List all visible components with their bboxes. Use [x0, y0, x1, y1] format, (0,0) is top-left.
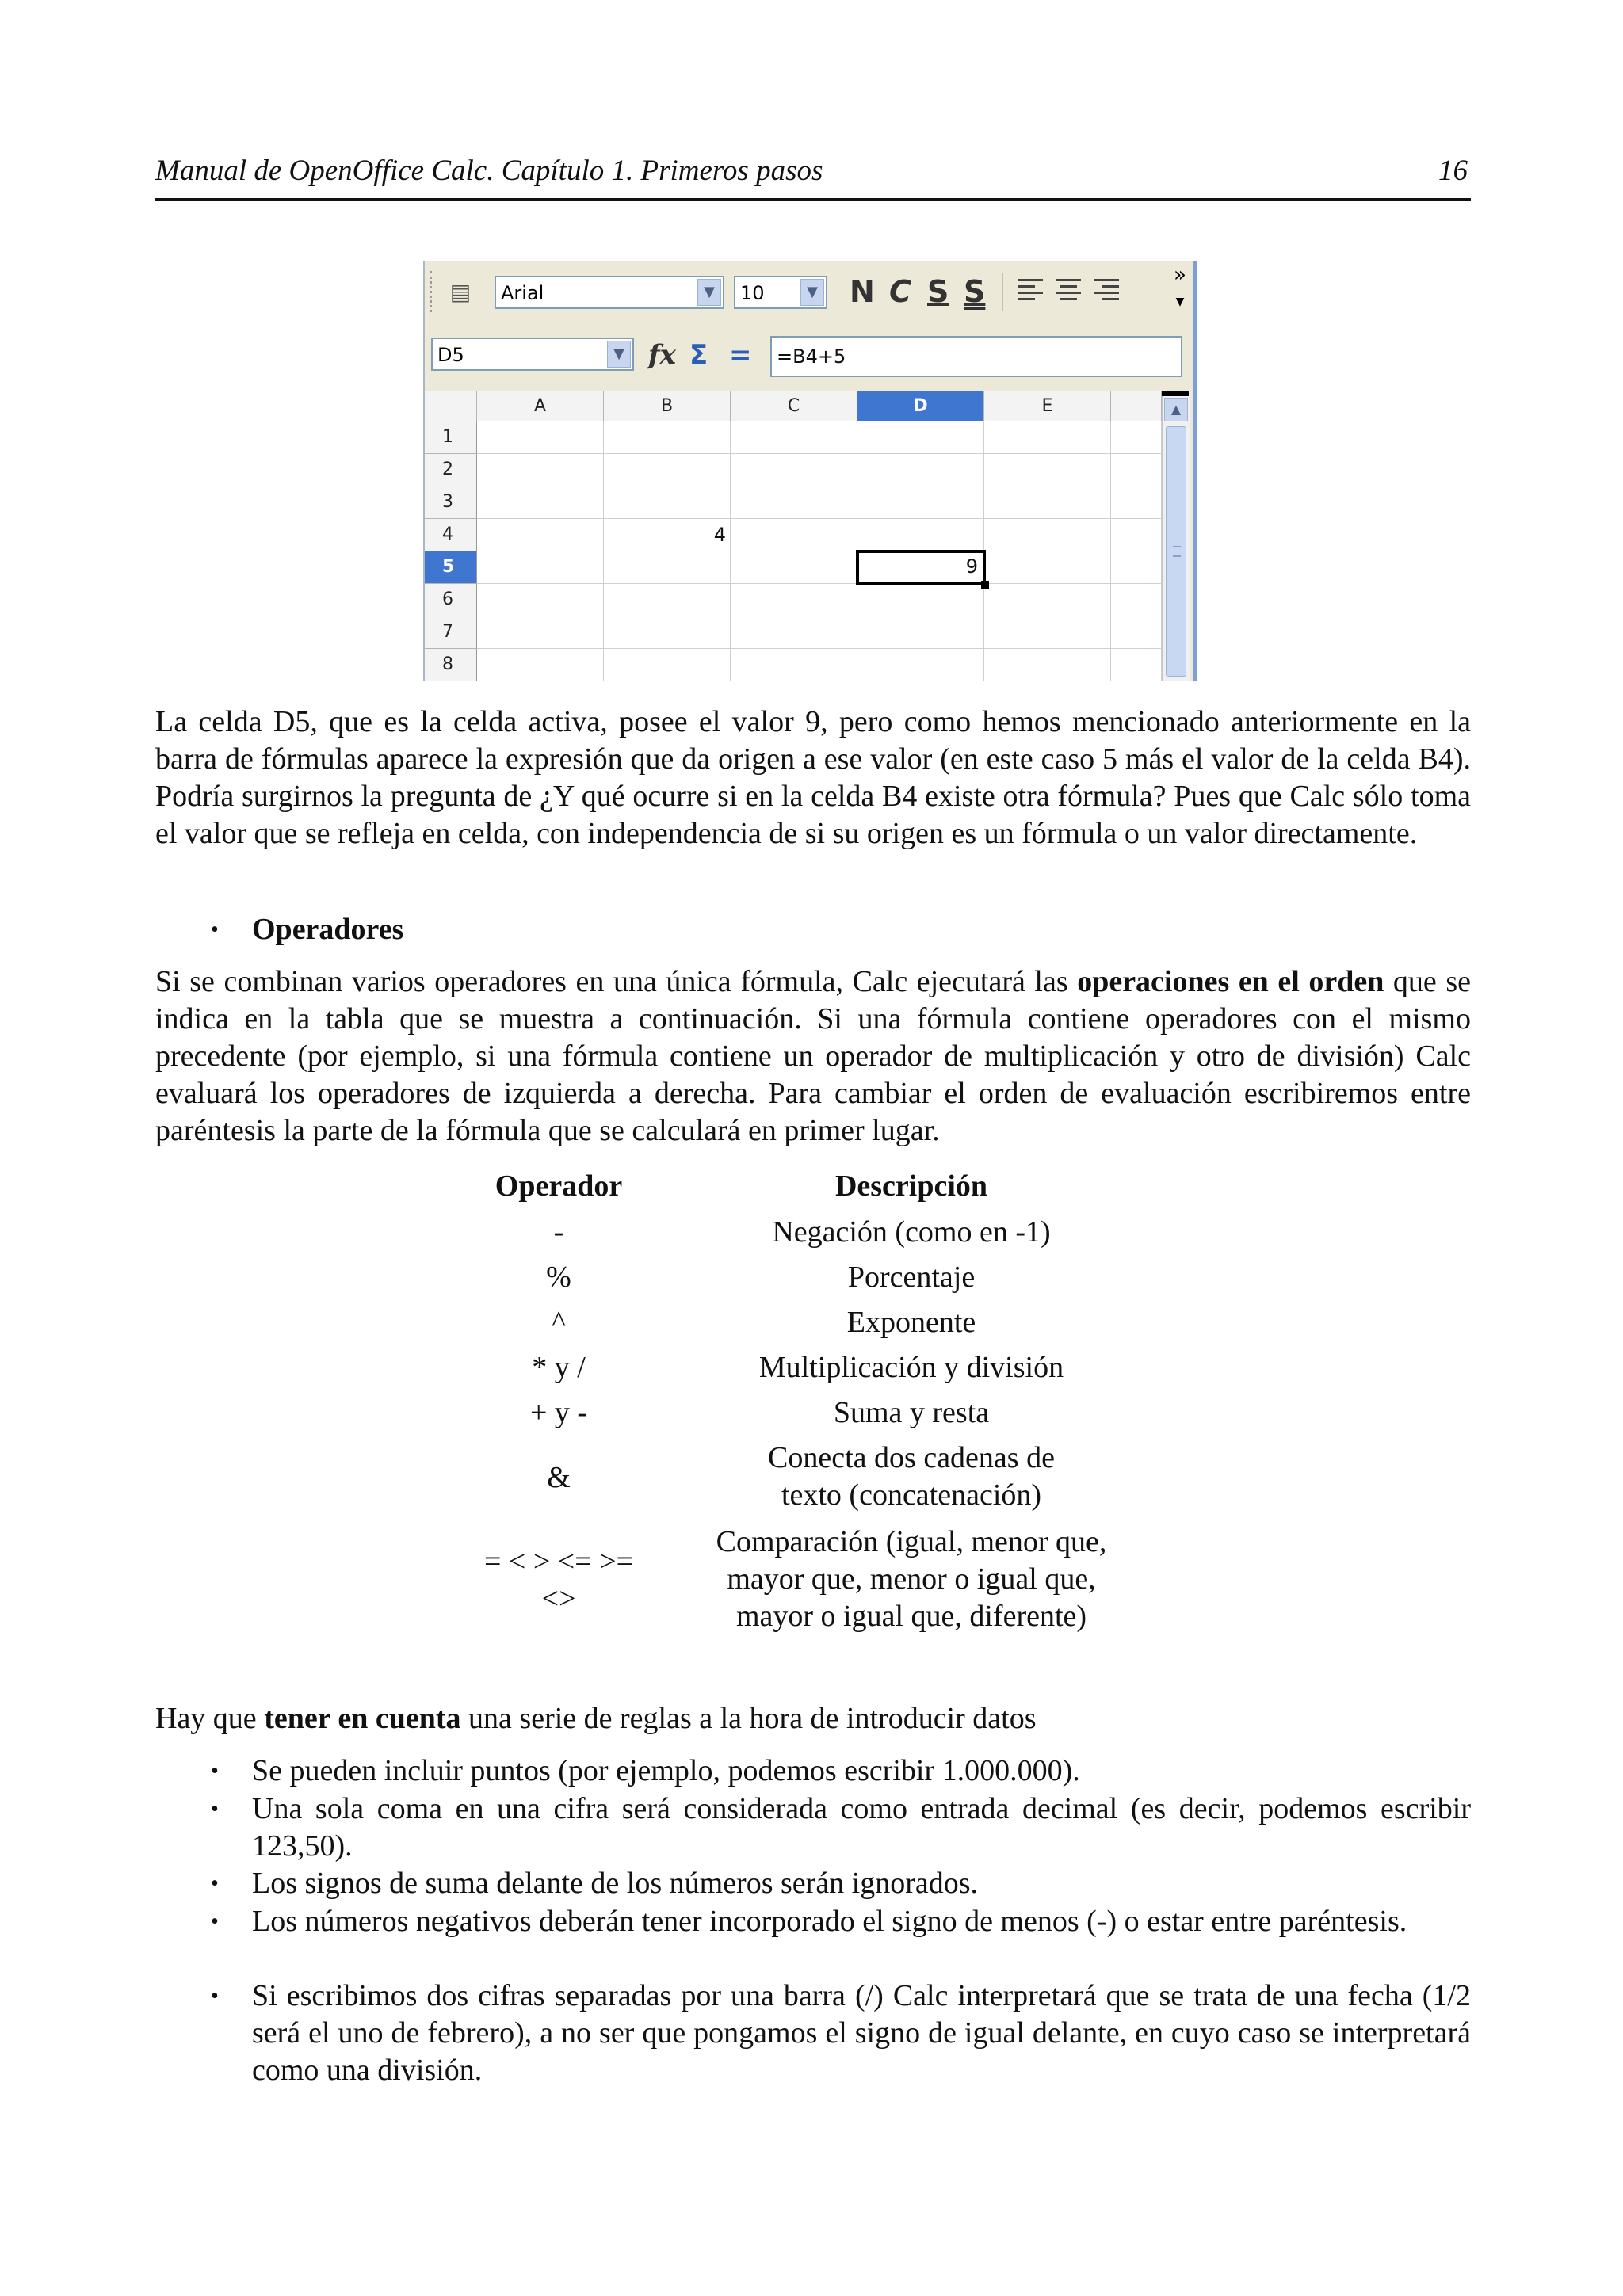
table-row: [460, 1259, 1141, 1304]
grid-cell[interactable]: [1111, 486, 1162, 519]
grid-cell[interactable]: [604, 421, 731, 454]
bullet-icon: •: [211, 1759, 219, 1783]
grid-cell[interactable]: [984, 584, 1111, 616]
table-header-description: Descripción: [834, 1169, 988, 1203]
description-cell: Multiplicación y división: [758, 1351, 1064, 1384]
align-center-icon[interactable]: [1056, 279, 1081, 303]
operator-cell: + y -: [529, 1396, 588, 1429]
more-glyph: »: [1174, 263, 1186, 287]
table-row: [460, 1214, 1141, 1259]
grid-cell[interactable]: [477, 454, 604, 486]
list-item-text: Se pueden incluir puntos (por ejemplo, podemos escribir 1.000.000).: [252, 1754, 1080, 1787]
description-cell: Suma y resta: [833, 1396, 990, 1429]
bullet-icon: •: [211, 1871, 219, 1896]
grid-cell[interactable]: [731, 616, 857, 649]
align-right-icon[interactable]: [1094, 279, 1119, 303]
row-header-1[interactable]: 1: [425, 421, 477, 454]
header-title: Manual de OpenOffice Calc. Capítulo 1. Primeros pasos: [155, 154, 823, 187]
grid-cell[interactable]: [477, 584, 604, 616]
running-header: [155, 151, 1471, 201]
paragraph-1-text: La celda D5, que es la celda activa, posee el valor 9, pero como hemos mencionado anteriormente en la barra de fórmulas aparece la expresión que da origen a ese valor (en este caso 5 más el valor de la celda B4). Podría surgirnos la pregunta de ¿Y qué ocurre si en la celda B4 existe otra fórmula? Pues que Calc sólo toma el valor que se refleja en celda, con independencia de si su origen es un fórmula o un valor directamente.: [155, 705, 1471, 850]
row-header-2[interactable]: 2: [425, 454, 477, 486]
page-number: 16: [1438, 154, 1468, 187]
paragraph-2-before: Si se combinan varios operadores en una única fórmula, Calc ejecutará las: [155, 965, 1078, 998]
grid-cell[interactable]: [604, 454, 731, 486]
double-underline-button[interactable]: S: [964, 274, 986, 309]
grid-cell[interactable]: [857, 454, 984, 486]
table-row: [460, 1304, 1141, 1349]
operator-cell: -: [553, 1215, 564, 1249]
sum-icon[interactable]: Σ: [689, 339, 708, 371]
font-name-combo[interactable]: [495, 276, 724, 309]
row-header-6[interactable]: 6: [425, 584, 477, 616]
chevron-down-icon[interactable]: ▼: [800, 279, 824, 306]
row-header-7[interactable]: 7: [425, 616, 477, 649]
cell-reference-value: D5: [437, 344, 464, 366]
table-row: [460, 1524, 1141, 1642]
bold-button[interactable]: N: [850, 274, 875, 309]
row-header-5[interactable]: 5: [425, 551, 477, 584]
grid-cell[interactable]: [984, 421, 1111, 454]
font-size-value: 10: [740, 282, 765, 304]
toolbar-grip[interactable]: [430, 271, 435, 312]
grid-cell[interactable]: [604, 551, 731, 584]
operator-cell: %: [546, 1261, 571, 1294]
list-item-text: Si escribimos dos cifras separadas por una barra (/) Calc interpretará que se trata de una fecha (1/2 será el uno de febrero), a no ser que pongamos el signo de igual delante, en cuyo caso se interpretará como una división.: [252, 1979, 1471, 2087]
table-row: [460, 1440, 1141, 1524]
grid-cell[interactable]: [604, 616, 731, 649]
grid-cell[interactable]: [1111, 584, 1162, 616]
scroll-up-icon[interactable]: ▲: [1164, 398, 1188, 421]
grid-cell[interactable]: [731, 649, 857, 681]
description-cell: Comparación (igual, menor que, mayor que, menor o igual que, mayor o igual que, diferente): [716, 1525, 1107, 1633]
grid-cell[interactable]: [857, 519, 984, 551]
calc-screenshot: [423, 261, 1197, 681]
column-header-e[interactable]: E: [984, 391, 1111, 421]
grid-cell[interactable]: [857, 649, 984, 681]
fill-handle[interactable]: [981, 581, 989, 589]
grid-cell[interactable]: [984, 649, 1111, 681]
grid-cell[interactable]: [857, 584, 984, 616]
styles-icon[interactable]: ▤: [449, 279, 472, 305]
equals-function-icon[interactable]: =: [729, 339, 752, 371]
scroll-thumb[interactable]: [1166, 426, 1186, 677]
paragraph-active-cell: [155, 704, 1471, 852]
grid-cell[interactable]: [1111, 454, 1162, 486]
row-header-3[interactable]: 3: [425, 486, 477, 519]
paragraph-2-after: que se indica en la tabla que se muestra a continuación. Si una fórmula contiene operadores con el mismo precedente (por ejemplo, si una fórmula contiene un operador de multiplicación y otro de división) Calc evaluará los operadores de izquierda a derecha. Para cambiar el orden de evaluación escribiremos entre paréntesis la parte de la fórmula que se calculará en primer lugar.: [155, 965, 1471, 1147]
grid-cell[interactable]: [984, 551, 1111, 584]
spreadsheet-grid: [425, 391, 1186, 681]
description-cell: Exponente: [846, 1306, 976, 1339]
section-heading-text: Operadores: [252, 913, 404, 946]
formatting-toolbar: [425, 261, 1193, 322]
grid-cell[interactable]: [731, 421, 857, 454]
select-all-corner[interactable]: [425, 391, 477, 421]
description-cell: Negación (como en -1): [772, 1215, 1051, 1249]
paragraph-3-after: una serie de reglas a la hora de introducir datos: [460, 1702, 1037, 1735]
formula-bar: [425, 330, 1193, 385]
paragraph-2-bold: operaciones en el orden: [1077, 965, 1384, 998]
grid-cell[interactable]: [984, 454, 1111, 486]
font-size-combo[interactable]: [734, 276, 827, 309]
grid-cell[interactable]: [477, 486, 604, 519]
chevron-down-icon[interactable]: ▼: [697, 279, 721, 306]
description-cell: Porcentaje: [847, 1261, 976, 1294]
table-header-row: [460, 1168, 1141, 1214]
grid-cell[interactable]: [1111, 421, 1162, 454]
bullet-icon: •: [211, 1797, 219, 1821]
grid-cell[interactable]: [604, 649, 731, 681]
vertical-scrollbar[interactable]: [1162, 391, 1190, 681]
column-header-b[interactable]: B: [604, 391, 731, 421]
list-item-text: Los números negativos deberán tener incorporado el signo de menos (-) o estar entre paréntesis.: [252, 1905, 1407, 1938]
font-name-value: Arial: [501, 282, 544, 304]
formula-input[interactable]: [770, 336, 1182, 377]
grid-cell[interactable]: [857, 421, 984, 454]
grid-cell[interactable]: [731, 454, 857, 486]
paragraph-operators: [155, 963, 1471, 1150]
grid-cell[interactable]: [731, 519, 857, 551]
operators-table: [460, 1168, 1141, 1642]
paragraph-3-bold: tener en cuenta: [264, 1702, 461, 1735]
description-cell: Conecta dos cadenas de texto (concatenación): [768, 1441, 1055, 1512]
toolbar-separator: [1002, 273, 1003, 311]
grid-cell[interactable]: [731, 551, 857, 584]
bullet-icon: •: [211, 917, 219, 942]
table-row: [460, 1349, 1141, 1394]
operator-cell: &: [547, 1461, 571, 1494]
operator-cell: ^: [552, 1306, 566, 1339]
name-box[interactable]: [431, 338, 634, 371]
more-options-icon[interactable]: » ▼: [1174, 263, 1186, 308]
bullet-icon: •: [211, 1909, 219, 1934]
paragraph-rules-intro: [155, 1700, 1471, 1737]
list-item-text: Los signos de suma delante de los números serán ignorados.: [252, 1867, 979, 1900]
grid-cell[interactable]: [731, 584, 857, 616]
grid-cell[interactable]: [477, 421, 604, 454]
grid-cell[interactable]: [477, 551, 604, 584]
table-header-operator: Operador: [495, 1169, 623, 1203]
grid-cell[interactable]: [1111, 551, 1162, 584]
italic-button[interactable]: C: [889, 274, 911, 309]
grid-cell[interactable]: [604, 486, 731, 519]
row-header-4[interactable]: 4: [425, 519, 477, 551]
column-header-f[interactable]: [1111, 391, 1162, 421]
bullet-icon: •: [211, 1984, 219, 2008]
grid-cell[interactable]: [477, 519, 604, 551]
grid-cell[interactable]: [1111, 519, 1162, 551]
formula-value: =B4+5: [777, 345, 846, 368]
column-header-a[interactable]: A: [477, 391, 604, 421]
list-item-text: Una sola coma en una cifra será considerada como entrada decimal (es decir, podemos escribir 123,50).: [252, 1792, 1471, 1863]
operator-cell: * y /: [532, 1351, 586, 1384]
table-row: [460, 1394, 1141, 1440]
grid-cell[interactable]: [477, 649, 604, 681]
grid-cell[interactable]: [477, 616, 604, 649]
column-header-d[interactable]: D: [857, 391, 984, 421]
grid-cell[interactable]: [1111, 649, 1162, 681]
grid-cell[interactable]: [604, 584, 731, 616]
grid-cell[interactable]: [984, 486, 1111, 519]
grid-cell[interactable]: [857, 486, 984, 519]
column-header-c[interactable]: C: [731, 391, 857, 421]
grid-cell[interactable]: [984, 519, 1111, 551]
paragraph-3-before: Hay que: [155, 1702, 265, 1735]
function-wizard-icon[interactable]: fx: [648, 339, 676, 371]
operator-cell: = < > <= >= <>: [483, 1545, 633, 1615]
align-left-icon[interactable]: [1018, 279, 1043, 303]
cell-d5[interactable]: 9: [856, 550, 986, 585]
chevron-down-icon[interactable]: ▼: [607, 341, 631, 368]
row-header-8[interactable]: 8: [425, 649, 477, 681]
cell-b4[interactable]: 4: [713, 524, 726, 546]
grid-cell[interactable]: [984, 616, 1111, 649]
grid-cell[interactable]: [731, 486, 857, 519]
scrollbar-top-cap: [1162, 391, 1189, 396]
grid-cell[interactable]: [1111, 616, 1162, 649]
grid-cell[interactable]: [857, 616, 984, 649]
underline-button[interactable]: S: [927, 274, 949, 309]
